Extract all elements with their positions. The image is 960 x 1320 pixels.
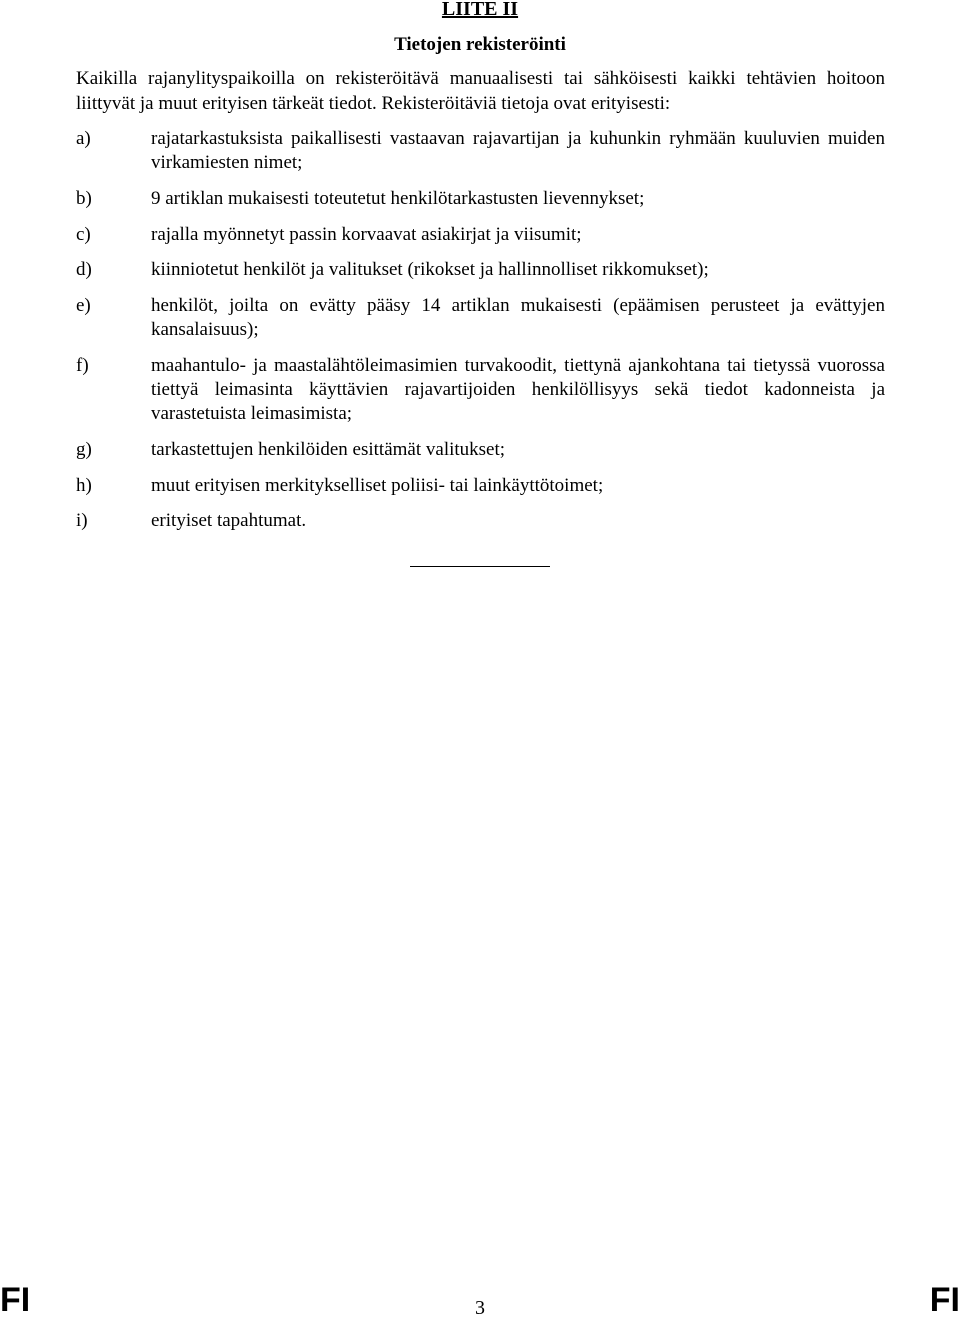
list-item-text: maahantulo- ja maastalähtöleimasimien turvakoodit, tiettynä ajankohtana tai tietyssä vuorossa tiettyä leimasinta käyttävien rajavartijoiden henkilöllisyys sekä tiedot kadonneista ja varastetuista leimasimista; (151, 355, 885, 424)
list-item-i (76, 509, 885, 533)
list-marker: b) (76, 188, 92, 209)
list-item-a (76, 127, 885, 175)
page-title: Tietojen rekisteröinti (394, 34, 566, 55)
list-item-text: muut erityisen merkitykselliset poliisi- tai lainkäyttötoimet; (151, 475, 604, 496)
intro-paragraph: Kaikilla rajanylityspaikoilla on rekisteröitävä manuaalisesti tai sähköisesti kaikki tehtävien hoitoon liittyvät ja muut erityisen tärkeät tiedot. Rekisteröitäviä tietoja ovat erityisesti: (76, 68, 885, 114)
list-item-text: rajatarkastuksista paikallisesti vastaavan rajavartijan ja kuhunkin ryhmään kuuluvien muiden virkamiesten nimet; (151, 128, 885, 173)
list-marker: a) (76, 128, 91, 149)
list-item-text: erityiset tapahtumat. (151, 510, 307, 531)
list-marker: c) (76, 224, 91, 245)
list-item-c (76, 223, 885, 247)
list-item-text: rajalla myönnetyt passin korvaavat asiakirjat ja viisumit; (151, 224, 582, 245)
list-item-text: tarkastettujen henkilöiden esittämät valitukset; (151, 439, 506, 460)
footer-language-right: FI (929, 1281, 960, 1319)
list-marker: i) (76, 510, 88, 531)
list-marker: d) (76, 259, 92, 280)
list-item-b (76, 187, 885, 211)
annex-label: LIITE II (441, 0, 519, 20)
list-marker: g) (76, 439, 92, 460)
list-item-h (76, 474, 885, 498)
list-item-g (76, 438, 885, 462)
page-number: 3 (475, 1297, 485, 1319)
list-item-text: henkilöt, joilta on evätty pääsy 14 artiklan mukaisesti (epäämisen perusteet ja evättyjen kansalaisuus); (151, 295, 885, 340)
list-marker: e) (76, 295, 91, 316)
list-item-d (76, 258, 885, 282)
list-marker: f) (76, 355, 89, 376)
list-item-text: 9 artiklan mukaisesti toteutetut henkilötarkastusten lievennykset; (151, 188, 645, 209)
list-item-e (76, 294, 885, 342)
list-marker: h) (76, 475, 92, 496)
list-item-f (76, 354, 885, 426)
list-item-text: kiinniotetut henkilöt ja valitukset (rikokset ja hallinnolliset rikkomukset); (151, 259, 709, 280)
end-rule (410, 566, 550, 567)
footer-language-left: FI (0, 1281, 31, 1319)
